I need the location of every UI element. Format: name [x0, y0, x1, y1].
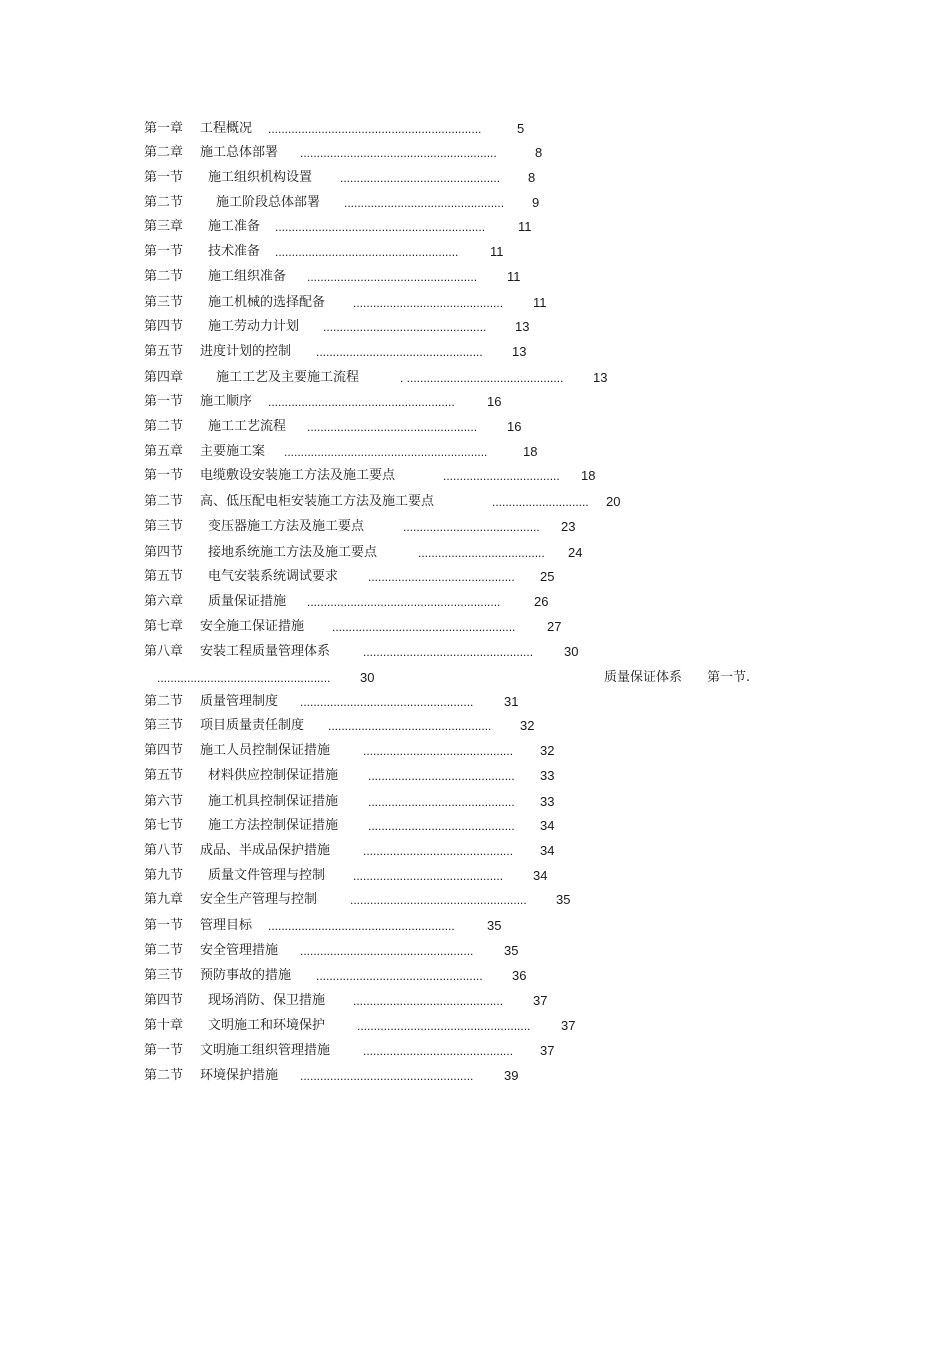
dot-leader: .............................................	[363, 844, 514, 858]
entry-title: 变压器施工方法及施工要点	[208, 519, 365, 534]
entry-title: 安全生产管理与控制	[200, 892, 318, 907]
toc-entry[interactable]	[0, 793, 950, 811]
page-number: 8	[528, 170, 536, 185]
toc-entry[interactable]	[0, 618, 950, 636]
toc-entry[interactable]	[0, 967, 950, 985]
toc-entry[interactable]	[0, 294, 950, 312]
entry-title: 主要施工案	[200, 444, 266, 459]
toc-entry[interactable]	[0, 467, 950, 485]
page-number: 23	[561, 519, 576, 534]
entry-number: 第二节	[144, 494, 184, 509]
page-number: 37	[561, 1018, 576, 1033]
entry-number: 第六章	[144, 594, 184, 609]
toc-entry[interactable]	[0, 544, 950, 562]
entry-number: 第四节	[144, 743, 184, 758]
toc-entry[interactable]	[0, 1042, 950, 1060]
toc-entry[interactable]	[0, 643, 950, 661]
toc-entry[interactable]	[0, 717, 950, 735]
dot-leader: ...................................................	[307, 270, 478, 284]
dot-leader: .............................................	[363, 1044, 514, 1058]
dot-leader: .................................................	[328, 719, 492, 733]
entry-number: 第四节	[144, 993, 184, 1008]
dot-leader: ....................................................	[300, 695, 474, 709]
page-number: 25	[540, 569, 555, 584]
dot-leader: .............................................	[353, 296, 504, 310]
toc-entry[interactable]	[0, 343, 950, 361]
entry-number: 第五节	[144, 768, 184, 783]
toc-entry-wrapped[interactable]	[0, 669, 950, 687]
entry-number: 第五章	[144, 444, 184, 459]
entry-title: 施工组织机构设置	[208, 170, 313, 185]
entry-title: 质量管理制度	[200, 694, 279, 709]
page-number: 11	[507, 269, 521, 284]
entry-title: 施工人员控制保证措施	[200, 743, 331, 758]
toc-entry[interactable]	[0, 518, 950, 536]
toc-entry[interactable]	[0, 194, 950, 212]
toc-entry[interactable]	[0, 268, 950, 286]
dot-leader: ...................................	[443, 469, 560, 483]
page-number: 16	[507, 419, 522, 434]
page-number: 33	[540, 768, 555, 783]
page-number: 39	[504, 1068, 519, 1083]
page-number: 27	[547, 619, 562, 634]
toc-entry[interactable]	[0, 443, 950, 461]
page-number: 18	[581, 468, 596, 483]
entry-title: 电缆敷设安装施工方法及施工要点	[200, 468, 396, 483]
page-number: 20	[606, 494, 621, 509]
entry-number: 第二节	[144, 419, 184, 434]
dot-leader: ........................................................	[268, 919, 455, 933]
entry-number: 第五节	[144, 569, 184, 584]
dot-leader: ....................................................	[357, 1019, 531, 1033]
entry-number: 第七章	[144, 619, 184, 634]
page-number: 34	[540, 843, 555, 858]
page-number: 34	[533, 868, 548, 883]
toc-entry[interactable]	[0, 169, 950, 187]
entry-title: 质量保证措施	[208, 594, 287, 609]
entry-number: 第一节	[144, 1043, 184, 1058]
entry-title: 高、低压配电柜安装施工方法及施工要点	[200, 494, 435, 509]
dot-leader: ........................................................	[268, 395, 455, 409]
entry-title: 施工顺序	[200, 394, 253, 409]
dot-leader: .......................................................	[275, 245, 459, 259]
page-number: 13	[593, 370, 608, 385]
entry-number: 第九章	[144, 892, 184, 907]
entry-number: 第一节	[144, 244, 184, 259]
page-number: 30	[564, 644, 579, 659]
toc-entry[interactable]	[0, 891, 950, 909]
toc-entry[interactable]	[0, 817, 950, 835]
dot-leader: .................................................	[323, 320, 487, 334]
entry-number: 第十章	[144, 1018, 184, 1033]
dot-leader: ....................................................	[300, 1069, 474, 1083]
page-number: 37	[540, 1043, 555, 1058]
entry-title: 现场消防、保卫措施	[208, 993, 326, 1008]
dot-leader: ............................................	[368, 769, 515, 783]
entry-number: 第二节	[144, 1068, 184, 1083]
toc-entry[interactable]	[0, 369, 950, 387]
entry-title: 施工阶段总体部署	[216, 195, 321, 210]
dot-leader: ...................................................	[307, 420, 478, 434]
dot-leader: .............................	[492, 495, 589, 509]
toc-entry[interactable]	[0, 144, 950, 162]
entry-title: 电气安装系统调试要求	[208, 569, 339, 584]
entry-title: 施工准备	[208, 219, 261, 234]
entry-number: 第五节	[144, 344, 184, 359]
page-number: 16	[487, 394, 502, 409]
dot-leader: ..................................................	[316, 969, 483, 983]
entry-title: 质量保证体系	[604, 670, 683, 685]
dot-leader: ................................................	[340, 171, 501, 185]
page-number: 33	[540, 794, 555, 809]
entry-number: 第一章	[144, 121, 184, 136]
toc-entry[interactable]	[0, 593, 950, 611]
entry-title: 项目质量责任制度	[200, 718, 305, 733]
entry-number: 第三节	[144, 519, 184, 534]
entry-title: 文明施工和环境保护	[208, 1018, 326, 1033]
entry-title: 施工机具控制保证措施	[208, 794, 339, 809]
entry-number: 第一节	[144, 468, 184, 483]
entry-number: 第四章	[144, 370, 184, 385]
dot-leader: ...................................................	[363, 645, 534, 659]
dot-leader: .............................................	[353, 869, 504, 883]
toc-entry[interactable]	[0, 568, 950, 586]
toc-entry[interactable]	[0, 942, 950, 960]
entry-number: 第一节	[144, 918, 184, 933]
entry-title: 文明施工组织管理措施	[200, 1043, 331, 1058]
entry-title: 技术准备	[208, 244, 261, 259]
entry-title: 施工劳动力计划	[208, 319, 300, 334]
entry-number: 第二节	[144, 943, 184, 958]
entry-title: 环境保护措施	[200, 1068, 279, 1083]
dot-leader: .....................................................	[350, 893, 527, 907]
page-number: 32	[540, 743, 555, 758]
page-number: 13	[515, 319, 530, 334]
entry-title: 材料供应控制保证措施	[208, 768, 339, 783]
page-number: 35	[487, 918, 502, 933]
entry-title: 施工工艺及主要施工流程	[216, 370, 360, 385]
page-number: 24	[568, 545, 583, 560]
page-number: 30	[360, 670, 375, 685]
page-number: 35	[556, 892, 571, 907]
entry-title: 管理目标	[200, 918, 253, 933]
entry-number: 第一节	[144, 170, 184, 185]
entry-title: 成品、半成品保护措施	[200, 843, 331, 858]
page-number: 26	[534, 594, 549, 609]
toc-entry[interactable]	[0, 742, 950, 760]
toc-entry[interactable]	[0, 842, 950, 860]
dot-leader: ............................................	[368, 570, 515, 584]
toc-entry[interactable]	[0, 693, 950, 711]
entry-number: 第三节	[144, 968, 184, 983]
toc-entry[interactable]	[0, 418, 950, 436]
toc-entry[interactable]	[0, 393, 950, 411]
page-number: 35	[504, 943, 519, 958]
entry-title: 工程概况	[200, 121, 253, 136]
page-number: 11	[533, 295, 547, 310]
entry-number: 第二节	[144, 195, 184, 210]
entry-title: 施工机械的选择配备	[208, 295, 326, 310]
dot-leader: ..................................................	[316, 345, 483, 359]
dot-leader: .............................................	[353, 994, 504, 1008]
entry-title: 施工工艺流程	[208, 419, 287, 434]
entry-number: 第二节	[144, 269, 184, 284]
page-number: 11	[490, 244, 504, 259]
entry-number: 第三章	[144, 219, 184, 234]
page-number: 13	[512, 344, 527, 359]
dot-leader: ....................................................	[157, 671, 331, 685]
entry-number: 第三节	[144, 295, 184, 310]
toc-entry[interactable]	[0, 1017, 950, 1035]
page-number: 31	[504, 694, 519, 709]
entry-title: 安全施工保证措施	[200, 619, 305, 634]
dot-leader: .............................................	[363, 744, 514, 758]
dot-leader: . ...............................................	[400, 371, 564, 385]
entry-number: 第七节	[144, 818, 184, 833]
toc-entry[interactable]	[0, 992, 950, 1010]
entry-number: 第九节	[144, 868, 184, 883]
page-number: 9	[532, 195, 540, 210]
dot-leader: ......................................	[418, 546, 545, 560]
entry-title: 施工方法控制保证措施	[208, 818, 339, 833]
dot-leader: ....................................................	[300, 944, 474, 958]
dot-leader: .......................................................	[332, 620, 516, 634]
page-number: 36	[512, 968, 527, 983]
toc-entry[interactable]	[0, 120, 950, 138]
page-number: 5	[517, 121, 525, 136]
entry-number: 第二章	[144, 145, 184, 160]
dot-leader: ................................................	[344, 196, 505, 210]
toc-entry[interactable]	[0, 318, 950, 336]
dot-leader: .............................................................	[284, 445, 488, 459]
dot-leader: ..........................................................	[307, 595, 501, 609]
entry-title: 进度计划的控制	[200, 344, 292, 359]
toc-entry[interactable]	[0, 243, 950, 261]
entry-title: 质量文件管理与控制	[208, 868, 326, 883]
entry-title: 施工组织准备	[208, 269, 287, 284]
toc-entry[interactable]	[0, 493, 950, 511]
page-number: 8	[535, 145, 543, 160]
toc-entry[interactable]	[0, 767, 950, 785]
entry-number: 第三节	[144, 718, 184, 733]
entry-number: 第六节	[144, 794, 184, 809]
entry-number: 第八节	[144, 843, 184, 858]
entry-title: 施工总体部署	[200, 145, 279, 160]
dot-leader: .........................................	[403, 520, 540, 534]
entry-number: 第四节	[144, 319, 184, 334]
page-number: 32	[520, 718, 535, 733]
dot-leader: ...............................................................	[275, 220, 486, 234]
entry-title: 预防事故的措施	[200, 968, 292, 983]
entry-number: 第二节	[144, 694, 184, 709]
toc-entry[interactable]	[0, 1067, 950, 1085]
page-number: 18	[523, 444, 538, 459]
entry-number: 第一节	[144, 394, 184, 409]
entry-title: 安全管理措施	[200, 943, 279, 958]
dot-leader: ............................................	[368, 795, 515, 809]
entry-number: 第四节	[144, 545, 184, 560]
entry-number: 第八章	[144, 644, 184, 659]
toc-entry[interactable]	[0, 867, 950, 885]
entry-title: 接地系统施工方法及施工要点	[208, 545, 378, 560]
page-number: 37	[533, 993, 548, 1008]
entry-number: 第一节.	[707, 670, 751, 685]
dot-leader: ...........................................................	[300, 146, 497, 160]
dot-leader: ................................................................	[268, 122, 482, 136]
entry-title: 安装工程质量管理体系	[200, 644, 331, 659]
page-number: 34	[540, 818, 555, 833]
toc-entry[interactable]	[0, 218, 950, 236]
page-number: 11	[518, 219, 532, 234]
toc-entry[interactable]	[0, 917, 950, 935]
dot-leader: ............................................	[368, 819, 515, 833]
